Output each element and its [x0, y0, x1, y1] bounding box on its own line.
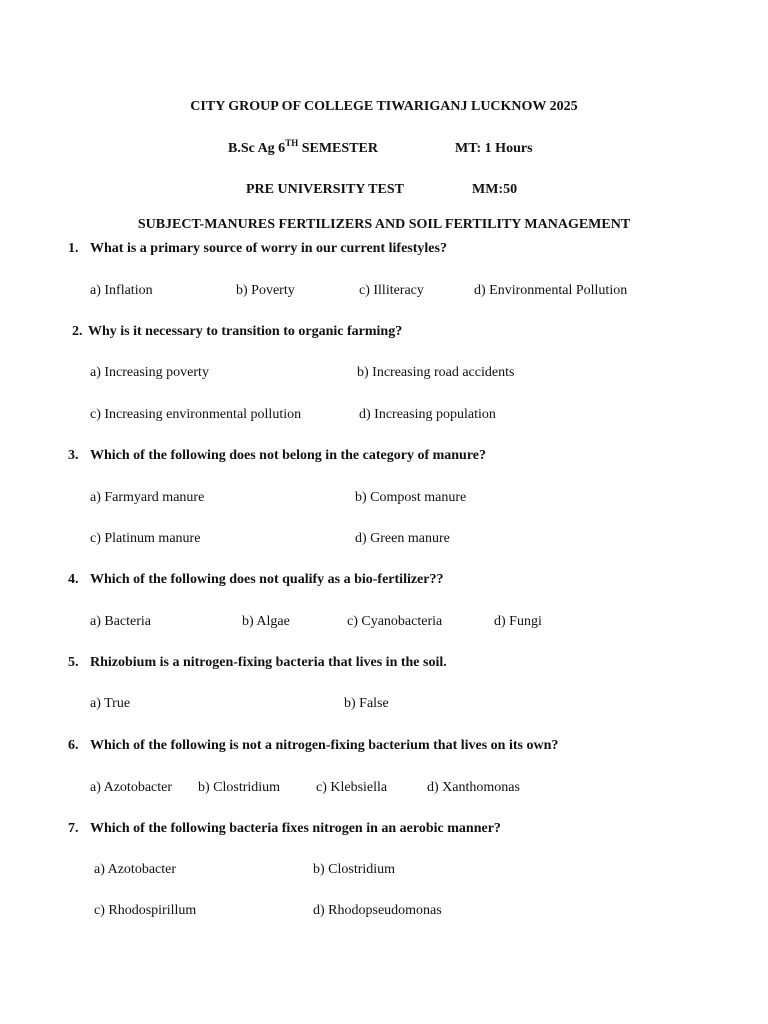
option: b) Poverty: [236, 283, 295, 298]
test-name: PRE UNIVERSITY TEST: [246, 182, 404, 197]
option: d) Rhodopseudomonas: [313, 903, 442, 918]
time-allowed: MT: 1 Hours: [455, 141, 533, 156]
option: b) Algae: [242, 614, 290, 629]
question-number: 6.: [68, 738, 79, 753]
option: b) Compost manure: [355, 490, 467, 505]
option: c) Platinum manure: [90, 531, 201, 546]
max-marks: MM:50: [472, 182, 518, 197]
question-text: Why is it necessary to transition to organic farming?: [88, 324, 403, 339]
question-number: 4.: [68, 572, 79, 587]
option: c) Rhodospirillum: [94, 903, 197, 918]
option: a) Inflation: [90, 283, 153, 298]
option: d) Fungi: [494, 614, 542, 629]
option: c) Increasing environmental pollution: [90, 407, 302, 422]
option: c) Illiteracy: [359, 283, 424, 298]
question-number: 1.: [68, 241, 79, 256]
option: b) Clostridium: [313, 862, 396, 877]
course-superscript: TH: [285, 138, 299, 148]
question-text: Which of the following bacteria fixes nitrogen in an aerobic manner?: [90, 821, 501, 836]
option: a) Azotobacter: [94, 862, 177, 877]
option: b) Increasing road accidents: [357, 365, 515, 380]
option: a) Increasing poverty: [90, 365, 209, 380]
option: d) Xanthomonas: [427, 780, 520, 795]
option: a) Bacteria: [90, 614, 152, 629]
course-prefix: B.Sc Ag 6: [228, 141, 286, 156]
option: a) True: [90, 696, 131, 711]
question-number: 7.: [68, 821, 79, 836]
question-number: 2.: [72, 324, 83, 339]
question-number: 5.: [68, 655, 79, 670]
option: d) Green manure: [355, 531, 450, 546]
question-text: Rhizobium is a nitrogen-fixing bacteria that lives in the soil.: [90, 655, 447, 670]
course-line: [228, 138, 378, 157]
option: d) Increasing population: [359, 407, 496, 422]
option: a) Azotobacter: [90, 780, 173, 795]
option: b) Clostridium: [198, 780, 281, 795]
option: a) Farmyard manure: [90, 490, 205, 505]
option: c) Cyanobacteria: [347, 614, 443, 629]
college-title: CITY GROUP OF COLLEGE TIWARIGANJ LUCKNOW 2025: [190, 99, 578, 114]
question-text: Which of the following is not a nitrogen-fixing bacterium that lives on its own?: [90, 738, 559, 753]
course-suffix: SEMESTER: [298, 141, 378, 156]
question-text: Which of the following does not qualify as a bio-fertilizer??: [90, 572, 444, 587]
question-text: What is a primary source of worry in our current lifestyles?: [90, 241, 447, 256]
question-text: Which of the following does not belong in the category of manure?: [90, 448, 487, 463]
option: d) Environmental Pollution: [474, 283, 628, 298]
option: c) Klebsiella: [316, 780, 388, 795]
question-number: 3.: [68, 448, 79, 463]
option: b) False: [344, 696, 389, 711]
subject-title: SUBJECT-MANURES FERTILIZERS AND SOIL FERTILITY MANAGEMENT: [137, 217, 631, 232]
